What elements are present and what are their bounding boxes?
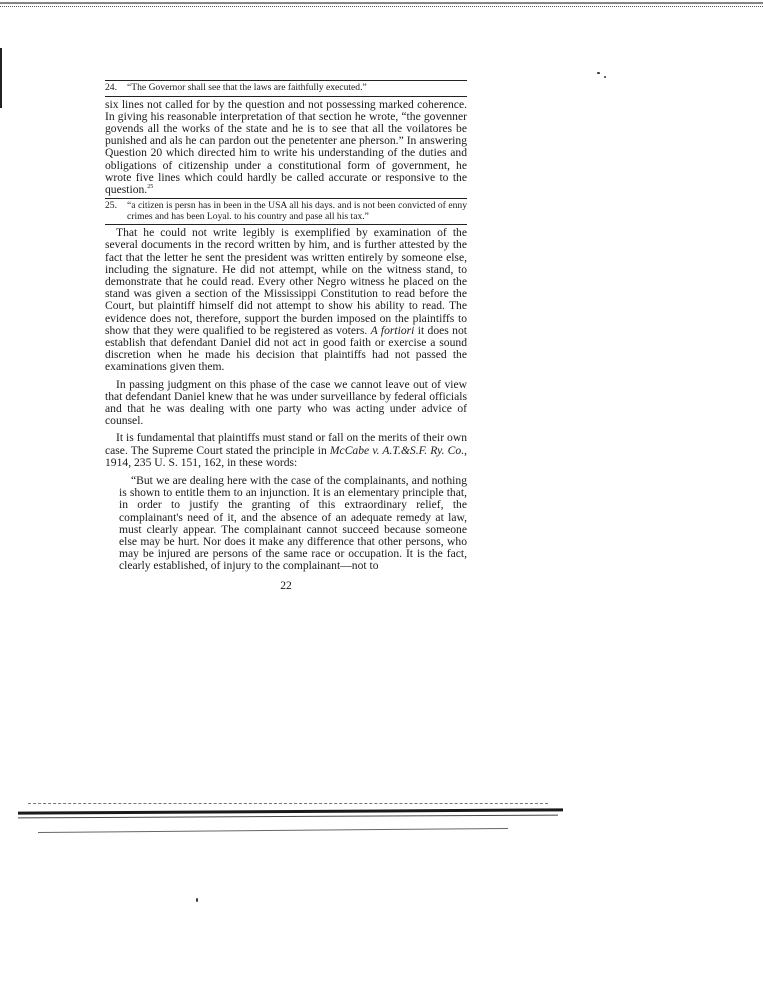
block-quote: “But we are dealing here with the case of the complainants, and nothing is shown to entitle them to an injunction. It is an elementary principle that, in order to justify the granting of this extraordinary relief, the complainant's need of it, and the absence of an adequate remedy at law, must clearly appear. The complainant cannot succeed because someone else may be hurt. Nor does it make any difference that other persons, who may be injured are persons of the same race or occupation. It is the fact, clearly established, of injury to the complainant—not to [119,473,467,573]
footnote-number: 24. [105,82,117,93]
paragraph-text: six lines not called for by the question and not possessing marked coherence. In giving his reasonable interpretation of that section he wrote, “the govenner govends all the works of the state and he is to see that all the voilatores be punished and als he can pardon out the penetenter ane pherson.” In answering Question 20 which directed him to write his understanding of the duties and obligations of citizenship under a constitutional form of government, he wrote five lines which could hardly be called accurate or responsive to the question. [105,97,467,196]
footnote-text: “The Governor shall see that the laws are faithfully executed.” [127,82,367,93]
paragraph-text: That he could not write legibly is exemplified by examination of the several documents in the record written by him, and is further attested by the fact that the letter he sent the president was written entirely by someone else, including the signature. He did not attempt, while on the witness stand, to demonstrate that he could read. Every other Negro witness he placed on the stand was given a section of the Mississippi Constitution to read before the Court, but plaintiff himself did not attempt to show his ability to read. The evidence does not, therefore, support the burden imposed on the plaintiffs to show that they were qualified to be registered as voters. [105,226,467,337]
paragraph [105,99,467,197]
footnote-rule [105,198,467,199]
footnote-number: 25. [105,200,117,212]
footnote-rule [105,80,467,81]
italic-phrase: A fortiori [370,323,415,337]
footnote-text: “a citizen is persn has in been in the USA all his days. and is not been convicted of enny crimes and has been Loyal. to his country and pase all his tax.” [127,200,467,222]
scan-speck [597,72,600,74]
scan-mark-left [0,48,2,108]
paragraph-text: it does not establish that defendant Daniel did not act in good faith or exercise a sound discretion when he made his decision that plaintiffs had not passed the examinations given them. [105,323,467,374]
footnote-reference: 25 [147,183,154,190]
paragraph-text: , 1914, 235 U. S. 151, 162, in these words: [105,443,467,469]
paragraph: In passing judgment on this phase of the case we cannot leave out of view that defendant Daniel knew that he was under surveillance by federal officials and that he was dealing with one party who was acting under advice of counsel. [105,377,467,428]
page-number: 22 [280,578,292,592]
footnote-24 [105,83,467,94]
paragraph-text: It is fundamental that plaintiffs must stand or fall on the merits of their own case. The Supreme Court stated the principle in [105,431,467,457]
paragraph [105,432,467,469]
document-page [105,78,467,592]
scan-speck [196,898,198,902]
footnote-rule [105,224,467,225]
scan-speck [604,76,606,78]
paragraph [105,227,467,373]
case-citation: McCabe v. A.T.&S.F. Ry. Co. [329,443,465,457]
footnote-rule [105,96,467,97]
scan-edge-top [0,0,763,10]
scan-edge-bottom [18,800,563,840]
footnote-25 [105,201,467,222]
